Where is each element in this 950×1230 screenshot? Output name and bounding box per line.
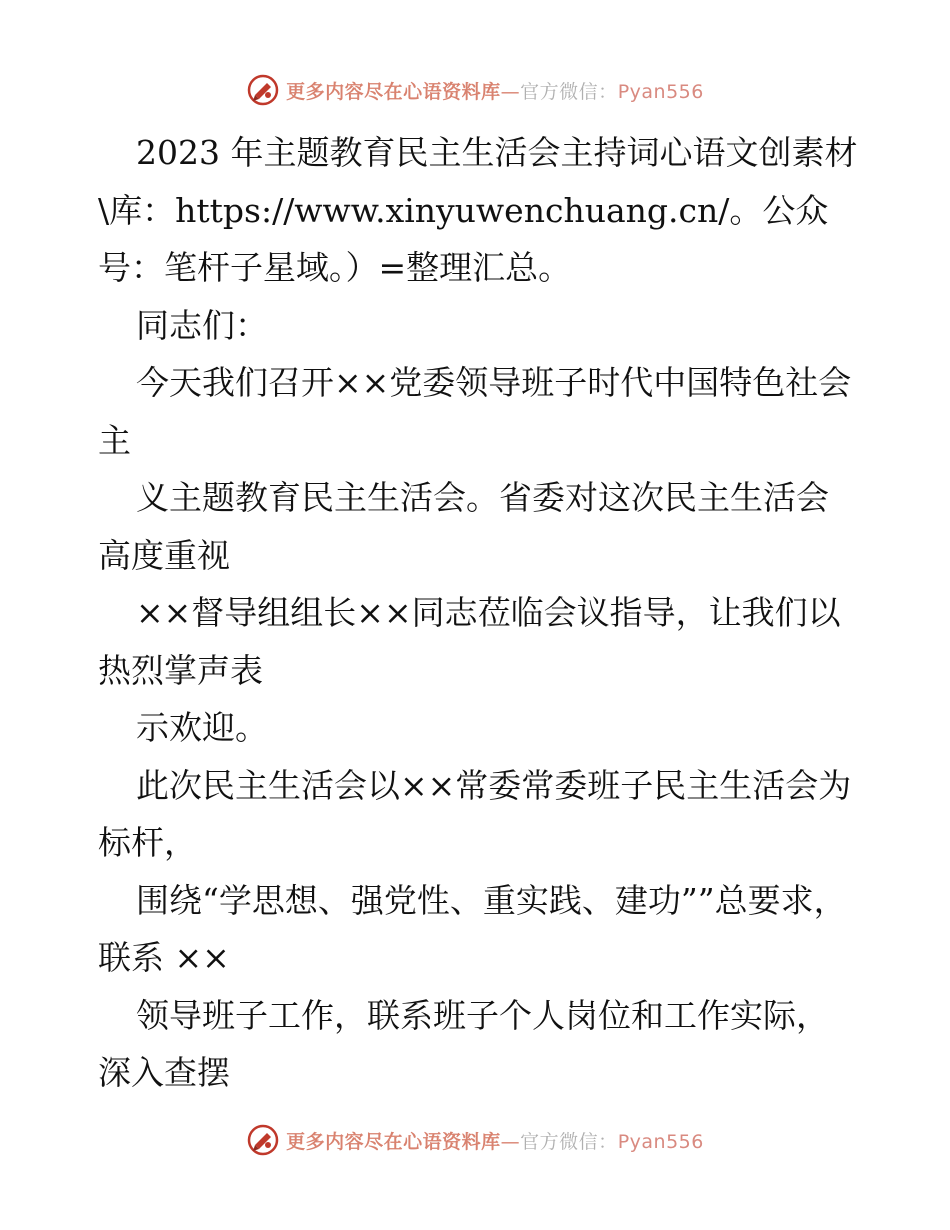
- watermark-wechat: Pyan556: [617, 80, 704, 103]
- watermark-dash: —: [500, 1130, 521, 1153]
- watermark-dash: —: [500, 80, 521, 103]
- brand-logo-icon: [246, 73, 280, 107]
- paragraph: 义主题教育民主生活会。省委对这次民主生活会高度重视: [98, 478, 829, 575]
- watermark-wechat: Pyan556: [617, 1130, 704, 1153]
- header-watermark: [0, 70, 950, 110]
- paragraph: ××督导组组长××同志莅临会议指导，让我们以热烈掌声表: [98, 593, 841, 690]
- watermark-text: [286, 1127, 704, 1154]
- paragraph: 领导班子工作，联系班子个人岗位和工作实际，深入查摆: [98, 995, 829, 1092]
- paragraph: 今天我们召开××党委领导班子时代中国特色社会主: [98, 363, 852, 460]
- watermark-main: 更多内容尽在心语资料库: [286, 1130, 501, 1153]
- watermark-main: 更多内容尽在心语资料库: [286, 80, 501, 103]
- paragraph: 此次民主生活会以××常委常委班子民主生活会为标杆，: [98, 765, 852, 862]
- document-body: [98, 124, 858, 1102]
- brand-logo-icon: [246, 1123, 280, 1157]
- paragraph: 围绕“学思想、强党性、重实践、建功””总要求，联系 ××: [98, 880, 847, 977]
- paragraph: 2023 年主题教育民主生活会主持词心语文创素材\库：https://www.xinyuwenchuang.cn/。公众号：笔杆子星域。）=整理汇总。: [98, 133, 858, 287]
- watermark-text: [286, 77, 704, 104]
- watermark-official: 官方微信：: [520, 1130, 618, 1153]
- paragraph: 同志们：: [136, 305, 268, 345]
- footer-watermark: [0, 1120, 950, 1160]
- watermark-official: 官方微信：: [520, 80, 618, 103]
- paragraph: 示欢迎。: [136, 708, 268, 747]
